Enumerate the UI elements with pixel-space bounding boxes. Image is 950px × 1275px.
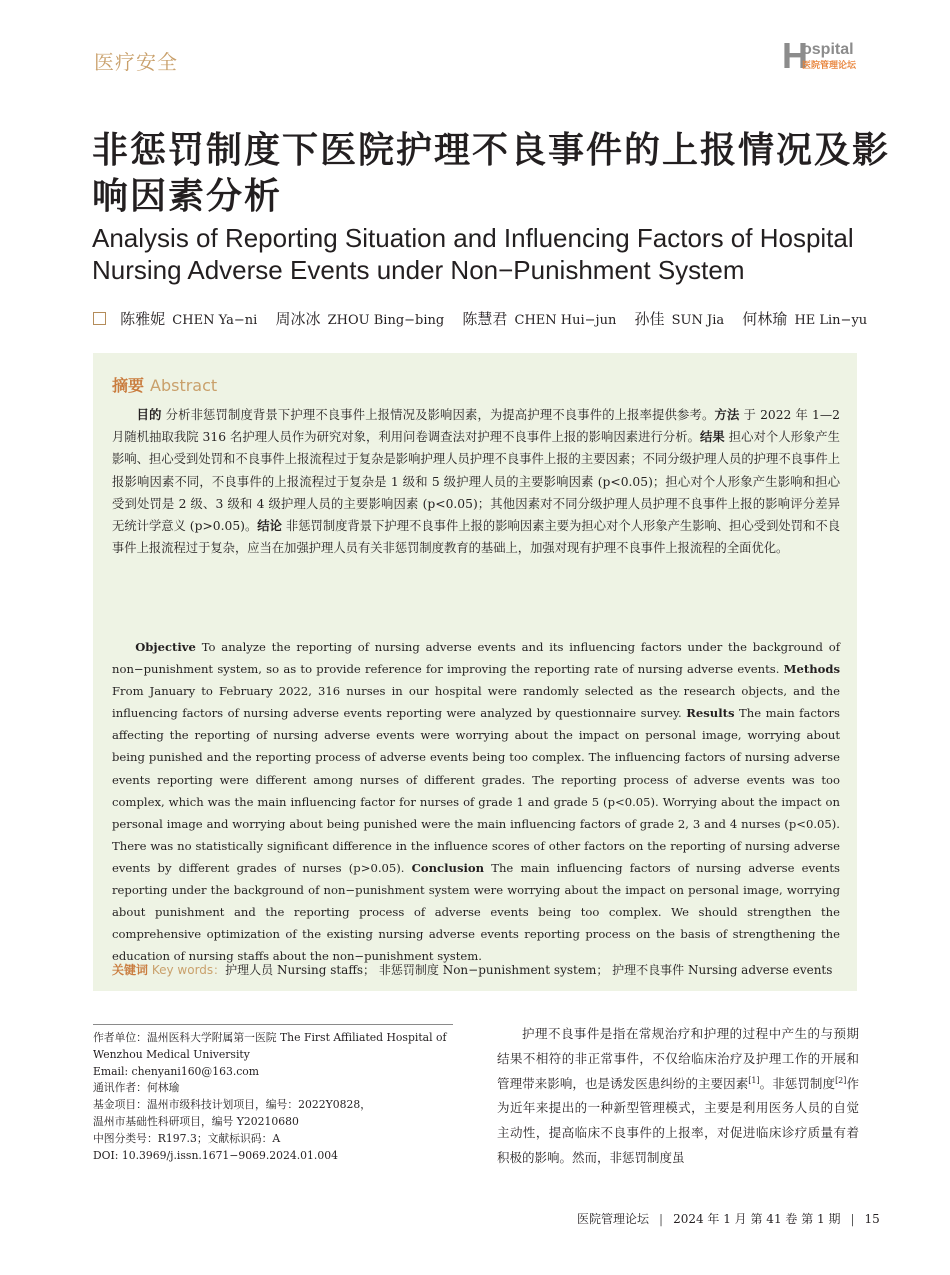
results-text-en: The main factors affecting the reporting of nursing adverse events were worrying about the impact on personal image, worrying about being punished and the reporting process of adverse events being too complex. The influencing factors of nursing adverse events reporting were different among nurses of different grades. The reporting process of adverse events was too complex, which was the main influencing factor for nurses of grade 1 and grade 5 (p<0.05). Worrying about the impact on personal image and worrying about being punished were the main influencing factors of grade 2, 3 and 4 nurses (p<0.05). There was no statistically significant difference in the influence scores of other factors on the reporting of nursing adverse events by different grades of nurses (p>0.05). [112,706,840,875]
footnote-fund-1: 基金项目：温州市级科技计划项目，编号：2022Y0828， [93,1098,372,1112]
abstract-panel [93,353,857,991]
citation-2[interactable]: [2] [835,1075,847,1085]
logo-subtitle: 医院管理论坛 [802,61,857,71]
author [742,310,868,328]
keyword-en: Nursing staffs [277,963,364,977]
author-name-cn: 孙佳 [634,310,665,328]
footnote-divider [93,1024,453,1025]
journal-logo [782,35,862,76]
footer-separator: | [659,1212,664,1226]
footnote-classification: 中图分类号：R197.3；文献标识码：A [93,1131,281,1145]
author-name-en: CHEN Ya−ni [172,313,258,328]
author [462,310,617,328]
author-name-cn: 周冰冰 [275,310,321,328]
abstract-heading-en: Abstract [150,376,218,395]
author-name-en: SUN Jia [671,313,725,328]
methods-text-en: From January to February 2022, 316 nurses in our hospital were randomly selected as the research objects, and the influencing factors of nursing adverse events reporting were analyzed by questionnaire survey. [112,684,840,721]
body-text-2: 。非惩罚制度 [759,1075,836,1091]
abstract-heading [112,373,217,396]
logo-letter: H [782,35,808,76]
abstract-chinese [112,404,840,559]
objective-text-en: To analyze the reporting of nursing adverse events and its influencing factors under the background of non−punishment system, so as to provide reference for improving the reporting rate of nursing adverse events. [112,640,840,677]
page-footer [577,1210,897,1227]
footnote-affiliation: 作者单位：温州医科大学附属第一医院 The First Affiliated Hospital of Wenzhou Medical University [93,1031,447,1061]
author-list [93,308,873,329]
footnotes [93,1030,473,1164]
body-paragraph [497,1022,859,1171]
section-tag: 医疗安全 [94,50,178,74]
objective-text-cn: 分析非惩罚制度背景下护理不良事件上报情况及影响因素，为提高护理不良事件的上报率提供参考。 [165,408,715,422]
author-name-cn: 陈雅妮 [120,310,166,328]
label-methods-en: Methods [783,662,840,677]
footer-separator: | [850,1212,855,1226]
author-name-en: ZHOU Bing−bing [327,313,445,328]
footnote-email: Email: chenyani160@163.com [93,1064,260,1078]
label-objective-cn: 目的 [136,407,162,422]
author-name-en: HE Lin−yu [794,313,868,328]
author-name-en: CHEN Hui−jun [514,313,617,328]
keyword-cn: 护理人员 [225,963,274,977]
keywords-label-cn: 关键词 [112,963,149,977]
label-results-en: Results [686,706,735,721]
author [275,310,445,328]
keyword-cn: 非惩罚制度 [378,963,439,977]
footnote-corresponding-author: 通讯作者：何林瑜 [93,1081,180,1095]
square-bullet-icon [93,312,106,325]
keywords: 关键词 Key words：护理人员 Nursing staffs； 非惩罚制度 Non−punishment system； 护理不良事件 Nursing adverse events [112,963,833,977]
author [120,310,258,328]
keywords-label-en: Key words： [151,963,226,977]
logo-word: ospital [802,41,854,58]
keyword-en: Nursing adverse events [688,963,833,977]
abstract-english [112,636,840,967]
page-number: 15 [864,1212,880,1226]
citation-1[interactable]: [1] [748,1075,760,1085]
author [634,310,725,328]
conclusion-text-en: The main influencing factors of nursing adverse events reporting under the background of non−punishment system were worrying about the impact on personal image, worrying about punishment and the reporting process of adverse events being too complex. We should strengthen the comprehensive optimization of the existing nursing adverse events reporting process on the basis of strengthening the education of nursing staffs about the non−punishment system. [112,860,841,964]
author-name-cn: 何林瑜 [742,310,788,328]
label-objective-en: Objective [135,640,196,654]
keyword-en: Non−punishment system [442,963,597,977]
body-text-3: 作为近年来提出的一种新型管理模式，主要是利用医务人员的自觉主动性，提高临床不良事件的上报率，对促进临床诊疗质量有着积极的影响。然而，非惩罚制度虽 [497,1075,859,1165]
footnote-fund-2: 温州市基础性科研项目，编号 Y20210680 [93,1114,299,1128]
label-conclusion-en: Conclusion [411,860,485,875]
footer-journal: 医院管理论坛 [577,1212,650,1226]
methods-text-cn: 于 2022 年 1—2 月随机抽取我院 316 名护理人员作为研究对象，利用问卷调查法对护理不良事件上报的影响因素进行分析。 [112,408,840,445]
title-english: Analysis of Reporting Situation and Influencing Factors of Hospital Nursing Adverse Events under Non−Punishment System [92,223,854,285]
body-text-1: 护理不良事件是指在常规治疗和护理的过程中产生的与预期结果不相符的非正常事件，不仅给临床治疗及护理工作的开展和管理带来影响，也是诱发医患纠纷的主要因素 [497,1026,859,1091]
label-conclusion-cn: 结论 [257,518,282,534]
keyword-cn: 护理不良事件 [612,963,685,977]
abstract-heading-cn: 摘要 [112,376,145,395]
label-results-cn: 结果 [700,429,725,445]
label-methods-cn: 方法 [714,407,740,422]
footnote-doi: DOI: 10.3969/j.issn.1671−9069.2024.01.004 [93,1148,338,1162]
results-text-cn: 担心对个人形象产生影响、担心受到处罚和不良事件上报流程过于复杂是影响护理人员护理不良事件上报的主要因素；不同分级护理人员的护理不良事件上报影响因素不同，不良事件的上报流程过于复杂是 1 级和 5 级护理人员的主要影响因素 (p<0.05)；担心对个人形象产生影响和担心受到处罚是 2 级、3 级和 4 级护理人员的主要影响因素 (p<0.05)；其他因素对不同分级护理人员护理不良事件上报的影响评分差异无统计学意义 (p>0.05)。 [112,430,840,534]
footer-issue: 2024 年 1 月 第 41 卷 第 1 期 [673,1212,841,1226]
title-chinese: 非惩罚制度下医院护理不良事件的上报情况及影响因素分析 [92,130,891,217]
conclusion-text-cn: 非惩罚制度背景下护理不良事件上报的影响因素主要为担心对个人形象产生影响、担心受到处罚和不良事件上报流程过于复杂，应当在加强护理人员有关非惩罚制度教育的基础上，加强对现有护理不良事件上报流程的全面优化。 [112,519,840,556]
author-name-cn: 陈慧君 [462,310,508,328]
